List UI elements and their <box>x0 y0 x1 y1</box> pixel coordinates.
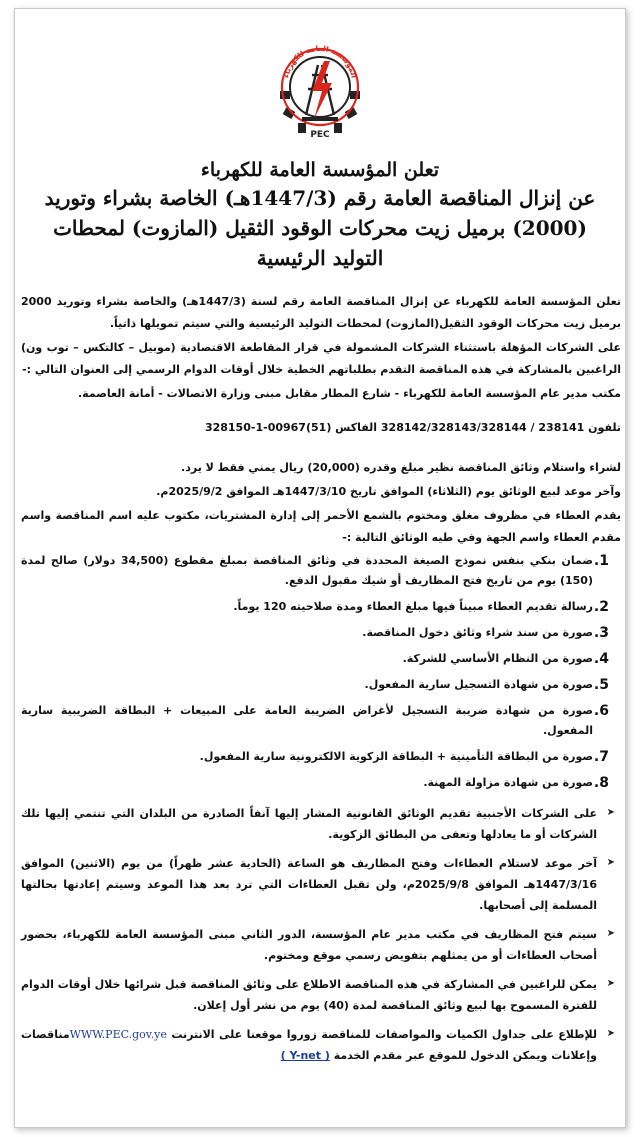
document-item: صورة من شهادة ضريبة التسجيل لأغراض الضريبة العامة على المبيعات + البطاقة الضريبية سارية المفعول. <box>21 704 593 737</box>
address-line: مكتب مدير عام المؤسسة العامة للكهرباء - شارع المطار مقابل مبنى وزارة الاتصالات - أمانة العاصمة. <box>78 387 621 400</box>
website-note-text-after: مناقصات وإعلانات ويمكن الدخول للموقع عبر مقدم الخدمة <box>21 1028 597 1062</box>
arrow-bullet-icon: ➤ <box>606 928 615 939</box>
logo-ring-text: المؤسسة العامة للكهرباء <box>281 43 359 79</box>
document-item: صورة من البطاقة التأمينية + البطاقة الزكوية الالكترونية سارية المفعول. <box>199 750 593 763</box>
announcement-title <box>25 157 615 273</box>
submission-paragraph: يقدم العطاء في مظروف مغلق ومختوم بالشمع الأحمر إلى إدارة المشتريات، مكتوب عليه اسم المناقصة واسم مقدم العطاء واسم الجهة وفي طيه الوثائق التالية :- <box>21 509 621 544</box>
service-provider-link[interactable]: ( Y-net ) <box>280 1049 330 1062</box>
title-line-3: (2000) برميل زيت محركات الوقود الثقيل (المازوت) لمحطات التوليد الرئيسية <box>53 216 587 270</box>
document-item: صورة من سند شراء وثائق دخول المناقصة. <box>362 626 593 639</box>
note-item: ➤ يمكن للراغبين في المشاركة في هذه المناقصة الاطلاع على وثائق المناقصة قبل شرائها خلال أوقات الدوام للفترة المسموح بها لبيع وثائق المناقصة لمدة (40) يوم من نشر أول إعلان. <box>21 978 615 1012</box>
sale-deadline-line: وآخر موعد لبيع الوثائق يوم (الثلاثاء) الموافق تاريخ 1447/3/10هـ الموافق 2025/9/2م. <box>156 485 621 498</box>
announcement-page <box>14 8 626 1128</box>
phone-fax-line: تلفون 238141 / 328142/328143/328144 الفاكس (51)00967-1-328150 <box>204 421 621 434</box>
website-link[interactable]: WWW.PEC.gov.ye <box>69 1028 167 1041</box>
title-line-1: تعلن المؤسسة العامة للكهرباء <box>200 159 440 181</box>
document-item: صورة من شهادة التسجيل سارية المفعول. <box>364 678 593 691</box>
logo-abbr: PEC <box>310 130 330 140</box>
note-item: ➤ سيتم فتح المظاريف في مكتب مدير عام المؤسسة، الدور الثاني مبنى المؤسسة العامة للكهرباء، بحضور أصحاب العطاءات أو من يمثلهم بتفويض رسمي موقع ومختوم. <box>21 928 615 962</box>
website-note-text: للإطلاع على جداول الكميات والمواصفات للمناقصة زوروا موقعنا على الانترنت <box>171 1028 597 1041</box>
note-item: ➤ آخر موعد لاستلام العطاءات وفتح المظاريف هو الساعة (الحادية عشر ظهراً) من يوم (الاثنين) الموافق 1447/3/16هـ الموافق 2025/9/8م، ولن تقبل العطاءات التي ترد بعد هذا الموعد وسيتم إعادتها بحالتها المسلمة إلى أصحابها. <box>21 857 615 912</box>
arrow-bullet-icon: ➤ <box>606 1028 615 1039</box>
required-documents-list <box>21 551 621 793</box>
arrow-bullet-icon: ➤ <box>606 857 615 868</box>
note-item-website <box>21 1024 615 1066</box>
title-line-2: عن إنزال المناقصة العامة رقم (1447/3هـ) الخاصة بشراء وتوريد <box>44 186 596 210</box>
announcement-body <box>21 291 621 1074</box>
document-item: ضمان بنكي بنفس نموذج الصيغة المحددة في وثائق المناقصة بمبلغ مقطوع (34,500 دولار) صالح لمدة (150) يوم من تاريخ فتح المظاريف أو شيك مقبول الدفع. <box>21 554 593 587</box>
purchase-fee-line: لشراء واستلام وثائق المناقصة نظير مبلغ وقدره (20,000) ريال يمني فقط لا يرد. <box>181 461 621 474</box>
document-item: صورة من شهادة مزاولة المهنة. <box>423 776 593 789</box>
document-item: صورة من النظام الأساسي للشركة. <box>402 652 593 665</box>
intro-paragraph: تعلن المؤسسة العامة للكهرباء عن إنزال المناقصة العامة رقم لسنة (1447/3هـ) والخاصة بشراء وتوريد 2000 برميل زيت محركات الوقود الثقيل(المازوت) لمحطات التوليد الرئيسية والتي سيتم تمويلها ذاتياً. <box>21 295 621 330</box>
notes-list <box>21 803 621 1066</box>
pec-logo <box>272 31 368 151</box>
note-item: ➤ على الشركات الأجنبية تقديم الوثائق القانونية المشار إليها آنفاً الصادرة من البلدان التي تنتمي إليها تلك الشركات أو ما يعادلها وتعفى من البطائق الزكوية. <box>21 807 615 841</box>
pec-logo-emblem-icon <box>272 31 368 151</box>
arrow-bullet-icon: ➤ <box>606 807 615 818</box>
document-item: رسالة تقديم العطاء مبيناً فيها مبلغ العطاء ومدة صلاحيته 120 يوماً. <box>233 600 593 613</box>
arrow-bullet-icon: ➤ <box>606 978 615 989</box>
eligibility-paragraph: على الشركات المؤهلة باستثناء الشركات المشمولة في قرار المقاطعة الاقتصادية (موبيل – كالتكس – توب ون) الراغبين بالمشاركة في هذه المناقصة التقدم بطلباتهم الخطية خلال أوقات الدوام الرسمي إلى العنوان التالي :- <box>21 341 621 376</box>
